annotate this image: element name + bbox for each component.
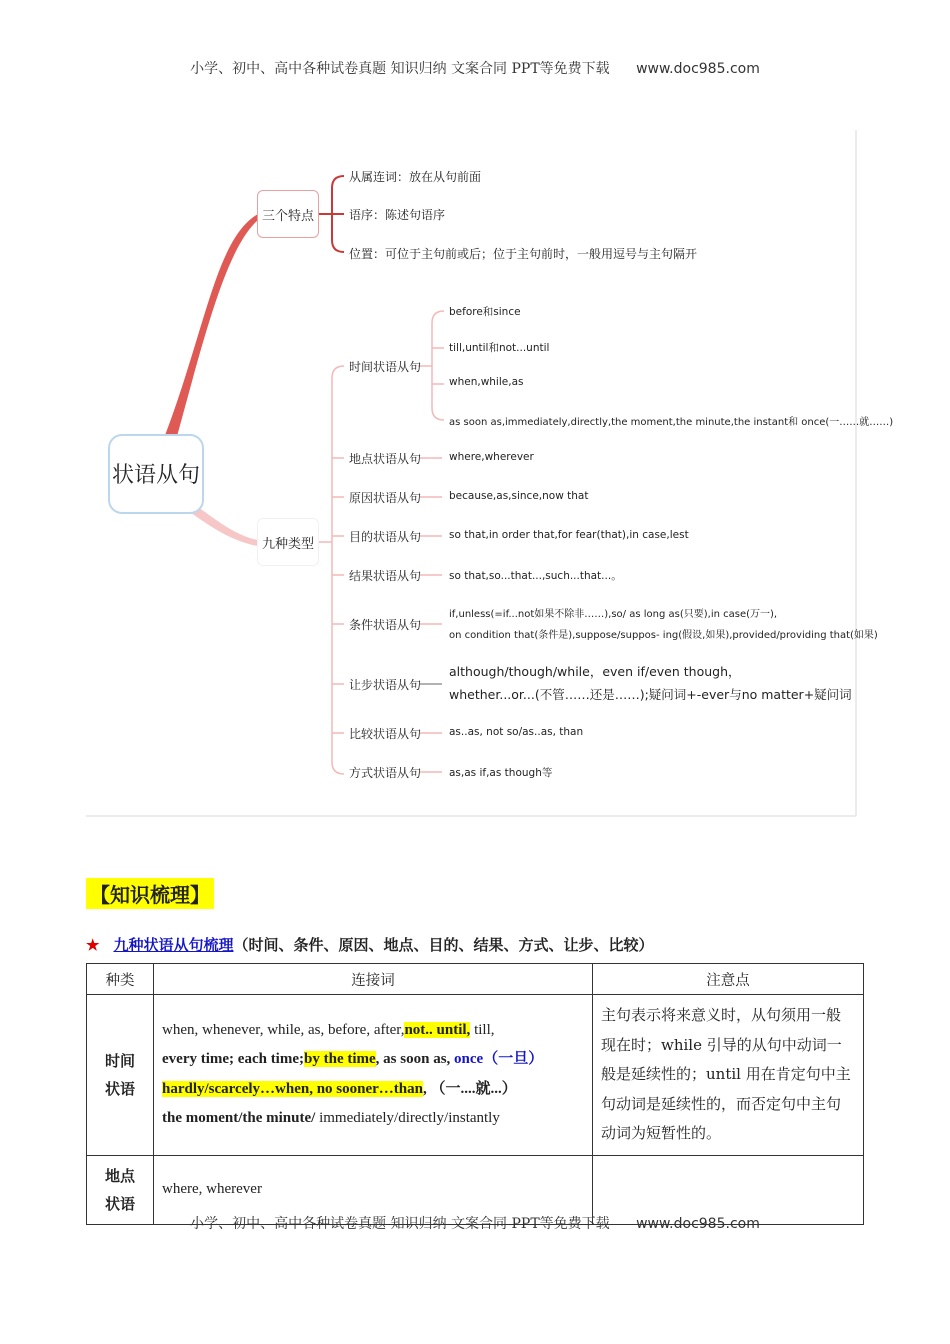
row-conjunctions [154,995,593,1156]
conj-text: immediately/directly/instantly [315,1110,500,1127]
table-header-row [87,964,864,995]
type-leaf: as..as, not so/as..as, than [449,726,584,738]
type-label: 比较状语从句 [349,727,422,741]
conj-highlight: by the time [304,1051,376,1068]
conj-bold: the moment/the minute/ [162,1110,316,1127]
row-type-line: 地点 [104,1166,135,1185]
type-label: 原因状语从句 [349,491,422,505]
root-label: 状语从句 [111,463,200,488]
type-leaf: till,until和not...until [449,342,550,354]
conj-highlight: not.. until, [404,1021,471,1038]
type-leaf: before和since [449,306,521,318]
conj-blue: once（一旦） [454,1051,544,1068]
row-type-line: 时间 [104,1051,135,1070]
branch-types [257,518,319,566]
conj-bold: , （一....就...） [422,1080,517,1097]
row-note: 主句表示将来意义时，从句须用一般现在时；while 引导的从句中动词一般是延续性的；until 用在肯定句中主句动词是延续性的，而否定句中主句动词为短暂性的。 [593,995,864,1156]
type-label: 结果状语从句 [349,569,422,583]
conj-bold: , as soon as, [375,1051,455,1068]
type-label: 地点状语从句 [349,452,422,466]
feature-item: 从属连词：放在从句前面 [349,170,482,184]
footer-text: 小学、初中、高中各种试卷真题 知识归纳 文案合同 PPT等免费下载 [190,1216,610,1232]
header-url[interactable]: www.doc985.com [636,61,760,77]
subtitle-line [86,934,653,955]
type-leaf: when,while,as [449,376,524,388]
row-type [87,995,154,1156]
row-type-line: 状语 [104,1194,135,1213]
clause-table [86,963,864,1225]
type-leaf: so that,so...that...,such...that...。 [449,570,622,582]
type-leaf: on condition that(条件是),suppose/suppos- ing(假设,如果),provided/providing that(如果) [449,630,878,641]
type-label: 让步状语从句 [349,678,422,692]
feature-item: 语序：陈述句语序 [349,208,446,222]
type-leaf: as soon as,immediately,directly,the moment,the minute,the instant和 once(一……就……) [449,417,894,428]
row-conjunctions: where, wherever [154,1155,593,1224]
table-row [87,995,864,1156]
conj-text: when, whenever, while, as, before, after, [162,1021,405,1038]
page-footer [0,1213,950,1233]
branch-features [257,190,319,238]
conj-highlight: hardly/scarcely…when, no sooner…than [162,1080,423,1097]
conj-text: till, [470,1021,495,1038]
type-label: 条件状语从句 [349,618,422,632]
header-notes: 注意点 [593,964,864,995]
type-label: 方式状语从句 [349,766,422,780]
subtitle-link[interactable]: 九种状语从句梳理 [113,936,234,954]
mindmap-figure [86,128,894,818]
footer-url[interactable]: www.doc985.com [636,1216,760,1232]
type-leaf: if,unless(=if...not如果不除非……),so/ as long as(只要),in case(万一), [449,609,778,620]
branch-types-label: 九种类型 [261,537,314,552]
subtitle-rest: （时间、条件、原因、地点、目的、结果、方式、让步、比较） [233,936,654,954]
type-leaf: because,as,since,now that [449,490,589,502]
branch-features-label: 三个特点 [261,209,314,224]
type-leaf: as,as if,as though等 [449,767,553,779]
page-header [0,58,950,78]
type-leaf: so that,in order that,for fear(that),in case,lest [449,529,689,541]
type-leaf: whether...or...(不管……还是……);疑问词+-ever与no matter+疑问词 [449,687,852,702]
mindmap-root [108,434,204,514]
section-title: 【知识梳理】 [86,878,214,909]
star-icon: ★ [86,936,100,954]
type-leaf: although/though/while，even if/even though， [449,664,741,679]
type-label: 目的状语从句 [349,530,422,544]
conj-bold: every time; each time; [162,1051,305,1068]
header-type: 种类 [87,964,154,995]
type-label: 时间状语从句 [349,360,422,374]
feature-item: 位置：可位于主句前或后；位于主句前时，一般用逗号与主句隔开 [349,247,698,261]
header-text: 小学、初中、高中各种试卷真题 知识归纳 文案合同 PPT等免费下载 [190,61,610,77]
row-type-line: 状语 [104,1079,135,1098]
type-leaf: where,wherever [449,451,534,463]
header-conjunctions: 连接词 [154,964,593,995]
